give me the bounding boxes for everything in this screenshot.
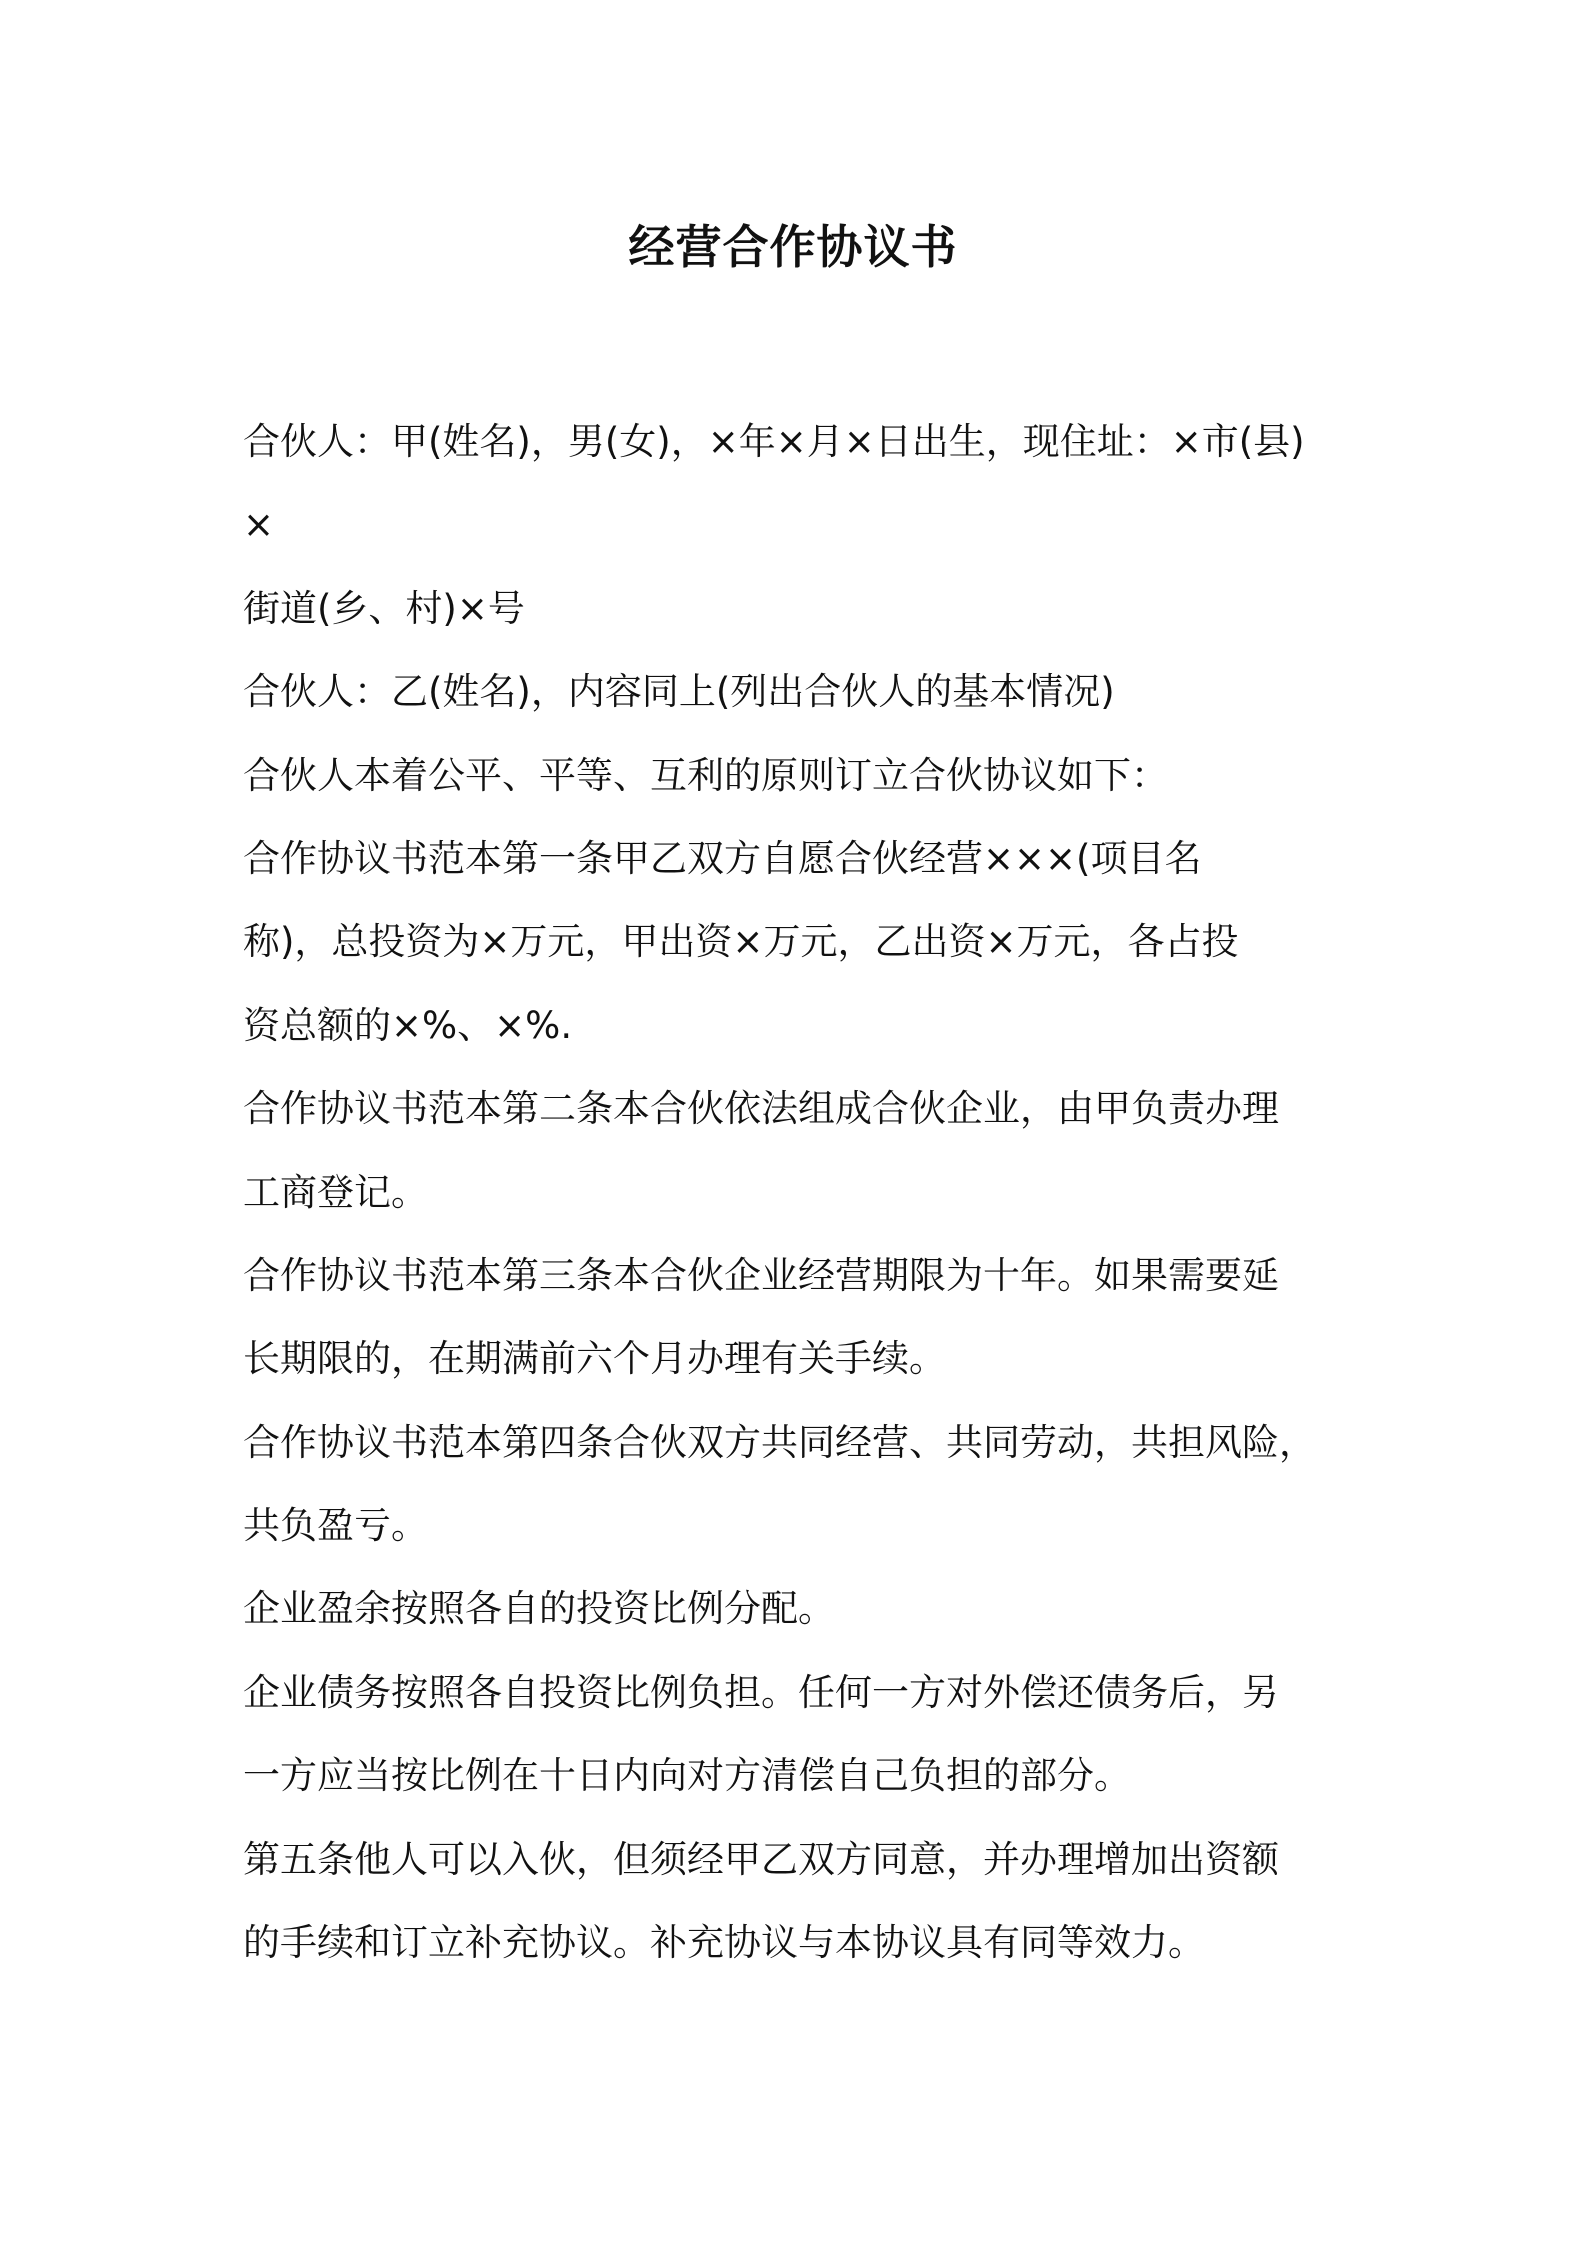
text-line: 合作协议书范本第三条本合伙企业经营期限为十年。如果需要延: [243, 1253, 1279, 1297]
text-line: 长期限的，在期满前六个月办理有关手续。: [243, 1337, 946, 1381]
text-line: 工商登记。: [243, 1170, 428, 1214]
text-line: 共负盈亏。: [243, 1504, 428, 1548]
document-body: [243, 400, 1363, 1984]
text-line: 资总额的×%、×%.: [243, 1003, 573, 1047]
text-line: 的手续和订立补充协议。补充协议与本协议具有同等效力。: [243, 1921, 1205, 1965]
text-line: 合伙人：甲(姓名)，男(女)，×年×月×日出生，现住址：×市(县): [243, 420, 1305, 463]
text-line: 合作协议书范本第四条合伙双方共同经营、共同劳动，共担风险，: [243, 1420, 1316, 1464]
text-line: 合伙人本着公平、平等、互利的原则订立合伙协议如下：: [243, 753, 1168, 797]
text-line: 合作协议书范本第一条甲乙双方自愿合伙经营×××(项目名: [243, 836, 1202, 880]
document-title: 经营合作协议书: [628, 220, 958, 274]
text-line: 合作协议书范本第二条本合伙依法组成合伙企业，由甲负责办理: [243, 1087, 1279, 1131]
text-line: 合伙人：乙(姓名)，内容同上(列出合伙人的基本情况): [243, 670, 1115, 714]
text-line: 称)，总投资为×万元，甲出资×万元，乙出资×万元，各占投: [243, 920, 1239, 964]
text-line: 企业盈余按照各自的投资比例分配。: [243, 1587, 835, 1631]
text-line: ×: [243, 503, 275, 547]
text-line: 街道(乡、村)×号: [243, 586, 525, 630]
text-line: 第五条他人可以入伙，但须经甲乙双方同意，并办理增加出资额: [243, 1837, 1279, 1881]
text-line: 一方应当按比例在十日内向对方清偿自己负担的部分。: [243, 1754, 1131, 1798]
text-line: 企业债务按照各自投资比例负担。任何一方对外偿还债务后，另: [243, 1670, 1279, 1714]
